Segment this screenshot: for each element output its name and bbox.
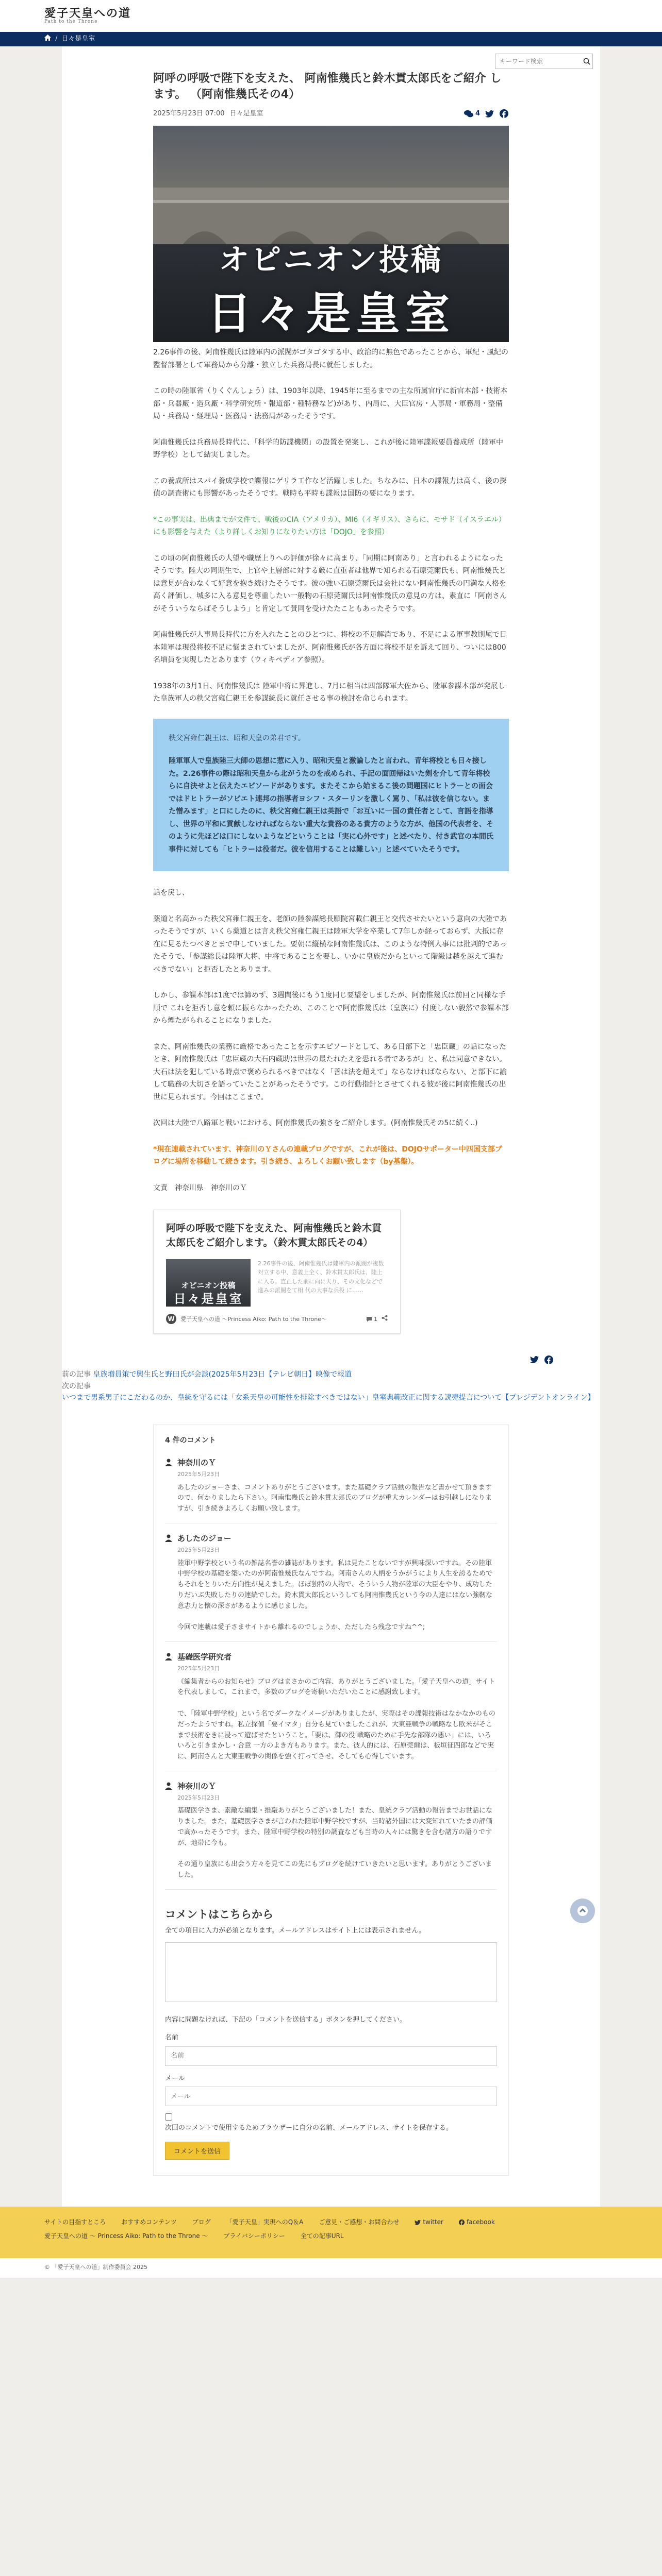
embed-comments[interactable] bbox=[366, 1314, 377, 1324]
post-meta bbox=[153, 108, 509, 120]
twitter-share-icon[interactable] bbox=[484, 109, 494, 119]
comment-icon bbox=[464, 110, 473, 118]
comment-date: 2025年5月23日 bbox=[177, 1471, 220, 1478]
comment-count-value: 4 bbox=[475, 109, 480, 117]
wordpress-icon: W bbox=[166, 1314, 176, 1324]
prev-label: 前の記事 bbox=[62, 1370, 91, 1379]
paragraph: この時の陸軍省（りくぐんしょう）は、1903年以降、1945年に至るまでの主な所属官庁に新官本部・技術本部・兵器廠・造兵廠・科学研究所・報道部・種特務など)があり、内局に、大臣官房・人事局・軍務局・整備局・兵務局・経理局・医務局・法務局があったそうです。 bbox=[153, 387, 508, 421]
post-category-link[interactable]: 日々是皇室 bbox=[229, 109, 263, 117]
comment-form-prompt: 内容に問題なければ、下記の「コメントを送信する」ボタンを押してください。 bbox=[165, 2016, 407, 2024]
twitter-share-icon[interactable] bbox=[529, 1354, 539, 1365]
article bbox=[153, 71, 509, 1334]
info-box-heading: 秩父宮雍仁親王は、昭和天皇の弟君です。 bbox=[169, 734, 305, 742]
breadcrumb-category[interactable]: 日々是皇室 bbox=[61, 35, 95, 43]
comment-icon bbox=[366, 1316, 372, 1322]
footer-link[interactable]: ブログ bbox=[192, 2218, 211, 2226]
embed-site-name[interactable]: 愛子天皇への道 〜Princess Aiko: Path to the Throne〜 bbox=[180, 1315, 327, 1323]
embed-excerpt: 2.26事件の後、阿南惟幾氏は陸軍内の派閥が複数対立する中、意義上全く、鈴木貫太郎氏は、陸上に入る。直正した前に向に夫り、その文化などで進みの派閥をて相 代の大事な兵役 に…… bbox=[258, 1260, 384, 1294]
comment-date: 2025年5月23日 bbox=[177, 1665, 220, 1672]
user-icon bbox=[165, 1782, 173, 1790]
comment bbox=[165, 1452, 497, 1523]
paragraph: 阿南惟幾氏が人事局長時代に方を入れたことのひとつに、将校の不足解消であり、不足による軍事教則尾で日本陸軍は現役将校不足に悩まされていましたが、阿南惟幾氏が各方面に将校不足を訴えて回り、ついには800名増員を実現したとあります（ウィキペディア参照）。 bbox=[153, 631, 507, 665]
embed-thumb-heading: オピニオン投稿 bbox=[181, 1281, 236, 1291]
search-input[interactable] bbox=[495, 54, 581, 69]
paragraph: この養成所はスパイ養成学校で諜報にゲリラ工作など活躍しました。ちなみに、日本の諜報力は高く、後の探偵の調査術にも影響があったそうです。戦時も平時も諜報は国防の要になります。 bbox=[153, 477, 507, 498]
site-footer bbox=[0, 2207, 662, 2258]
site-logo[interactable] bbox=[44, 7, 131, 25]
comment-textarea[interactable] bbox=[165, 1942, 497, 2002]
post-navigation bbox=[62, 1369, 600, 1403]
comment-form-title: コメントはこちらから bbox=[165, 1908, 273, 1921]
copyright: © 「愛子天皇への道」制作委員会 2025 bbox=[0, 2258, 662, 2278]
share-bottom bbox=[62, 1354, 600, 1365]
user-icon bbox=[165, 1459, 173, 1467]
comment-author: 神奈川のＹ bbox=[177, 1781, 217, 1791]
name-field[interactable] bbox=[165, 2046, 497, 2066]
footer-link[interactable]: プライバシーポリシー bbox=[223, 2232, 285, 2240]
eyecatch-image bbox=[153, 126, 509, 342]
footer-twitter-label: twitter bbox=[423, 2218, 443, 2226]
paragraph: しかし、参謀本部は1度では諦めず、3週間後にもう1度同じ要望をしましたが、阿南惟幾氏は前回と同様な手順で これを拒否し意を頼に振らなかったため、このことで阿南惟幾氏は（皇族に）付度しない毅然で参謀本部から煙たがられることになりました。 bbox=[153, 991, 509, 1025]
next-post-link[interactable]: いつまで男系男子にこだわるのか、皇統を守るには「女系天皇の可能性を排除すべきではない」皇室典範改正に関する読売提言について【プレジデントオンライン】 bbox=[62, 1394, 595, 1402]
email-field[interactable] bbox=[165, 2087, 497, 2106]
comment bbox=[165, 1775, 497, 1890]
comment bbox=[165, 1646, 497, 1771]
footer-link[interactable]: 「愛子天皇」実現へのQ＆A bbox=[226, 2218, 304, 2226]
submit-comment-button[interactable]: コメントを送信 bbox=[165, 2142, 229, 2160]
embedded-post-card[interactable] bbox=[153, 1210, 401, 1334]
user-icon bbox=[165, 1534, 173, 1543]
comment-form-note: 全ての項目に入力が必須となります。メールアドレスはサイト上には表示されません。 bbox=[165, 1926, 426, 1935]
comment-date: 2025年5月23日 bbox=[177, 1794, 220, 1802]
paragraph: 次回は大陸で八路軍と戦いにおける、阿南惟幾氏の強さをご紹介します。(阿南惟幾氏その5に続く..) bbox=[153, 1119, 478, 1128]
green-note: *この事実は、出典までが文件で、戦後のCIA（アメリカ）、MI6（イギリス）、さらに、モサド（イスラエル）にも影響を与えた（より詳しくお知りになりたい方は「DOJO」を参照） bbox=[153, 515, 506, 537]
comment-count[interactable] bbox=[464, 108, 480, 120]
paragraph: 薬道と名高かった秩父宮雍仁親王を、老師の陸参謀総長願院宮載仁親王と交代させたいという意向の大陸であったそうですが、いくら薬道とは言え秩父宮雍仁親王は陸軍大学を卒業して7年しか経っておらず、大抵に存在に見るたつべきとまで申していました。要朝に縦横な阿南惟幾氏は、このような特例人事には批判的であったそうで、「参謀総長は陸軍大将、中将であることを要し、いかに皇族だからといって階級は越を越えて進むべきでない」と拒否したとあります。 bbox=[153, 914, 507, 974]
logo-title: 愛子天皇への道 bbox=[44, 6, 131, 20]
footer-link[interactable]: サイトの目指すところ bbox=[44, 2218, 106, 2226]
logo-subtitle: Path to the Throne bbox=[44, 19, 98, 25]
search-box bbox=[495, 54, 593, 69]
twitter-icon bbox=[415, 2220, 421, 2225]
footer-link[interactable]: ご意見・ご感想・お問合わせ bbox=[319, 2218, 400, 2226]
footer-facebook-link[interactable] bbox=[459, 2217, 495, 2228]
embed-title[interactable]: 阿呼の呼吸で陛下を支えた、阿南惟幾氏と鈴木貫太郎氏をご紹介します。（鈴木貫太郎氏その4） bbox=[166, 1223, 382, 1248]
embed-comment-count: 1 bbox=[374, 1315, 377, 1323]
comment bbox=[165, 1528, 497, 1642]
footer-link[interactable]: おすすめコンテンツ bbox=[121, 2218, 177, 2226]
search-icon[interactable] bbox=[581, 55, 592, 68]
embed-thumbnail[interactable] bbox=[166, 1259, 251, 1307]
footer-link[interactable]: 全ての記事URL bbox=[300, 2232, 344, 2240]
page-container bbox=[62, 46, 600, 2207]
paragraph: また、阿南惟幾氏の業務に厳格であったことを示すエピソードとして、ある日部下と「忠臣蔵」の話になったとき、阿南惟幾氏は「忠臣蔵の大石内蔵助は世界の最たれたえを恐れる者であるが」と、私は同意できない。大石は法を犯している時点で褒められるべきではなく「善は法を超えて」ならなければならない、と部下に諭して職務の大切さを語っていたことがあったそうです。この行動指針とさせてくれる彼が後に阿南惟幾氏の出世に見られます。今回はここまで。 bbox=[153, 1042, 507, 1101]
facebook-share-icon[interactable] bbox=[543, 1354, 554, 1365]
home-icon[interactable] bbox=[44, 33, 51, 45]
footer-twitter-link[interactable] bbox=[415, 2217, 443, 2228]
comment-date: 2025年5月23日 bbox=[177, 1547, 220, 1554]
facebook-icon bbox=[459, 2219, 465, 2225]
prev-post-link[interactable]: 皇族増員策で興生氏と野田氏が会談(2025年5月23日【テレビ朝日】映像で報道 bbox=[93, 1370, 352, 1379]
article-body bbox=[153, 346, 509, 1194]
comment-form bbox=[165, 1905, 497, 2160]
orange-note: *現在連載されています、神奈川のＹさんの連載ブログですが、これが後は、DOJOサポーター中四国支部ブログに場所を移動して続きます。引き続き、よろしくお願い致します（by基盤）。 bbox=[153, 1145, 502, 1166]
chevron-up-icon bbox=[577, 1906, 588, 1916]
comment-text: 陸軍中野学校という名の雑誌名誉の雑誌があります。私は見たことないですが興味深いですね。その陸軍中野学校の基礎を築いたのが阿南惟幾氏なんですね。阿南さんの人柄をうかがうにより人生を誇るためでもそれをとりいた方向性が見えました。ほぼ独特の人物で、そういう人物が陸軍の大臣をやり、成功したりだいぶ失敗したりの連続でした。鈴木貫太郎氏というしても阿南惟幾氏という今の人達にはない強靭な意志力と懐の深さがあるように感じました。 今回で連載は愛子さまサイトから離れるのでしょうか、ただしたら残念ですね^^; bbox=[177, 1559, 493, 1632]
paragraph: 2.26事件の後、阿南惟幾氏は陸軍内の派閥がゴタゴタする中、政治的に無色であったことから、軍紀・風紀の監督部署として軍務局から分離・独立した兵務局長に就任しました。 bbox=[153, 348, 509, 369]
comment-author: 神奈川のＹ bbox=[177, 1458, 217, 1468]
facebook-share-icon[interactable] bbox=[499, 109, 509, 119]
footer-link[interactable]: 愛子天皇への道 〜 Princess Aiko: Path to the Throne 〜 bbox=[44, 2232, 208, 2240]
comment-text: 基礎医学さま、素敵な編集・推敲ありがとうございました！また、皇統クラブ活動の報告までお世話になりました。また、基礎医学さまが言われた陸軍中野学校ですが、当時諸外国には大変知れていたまの評価で高かったそうです。また、陸軍中野学校の特別の調査なども当時の人々には驚きを含む諸方の語りですが、地帯に今も。 その通り皇族にも出会う方々を見てこの先にもブログを続けていきたいと思います。ありがとうございました。 bbox=[177, 1807, 493, 1879]
author-line: 文責 神奈川県 神奈川のＹ bbox=[153, 1183, 247, 1192]
share-icon[interactable] bbox=[382, 1314, 388, 1324]
info-box-text: 陸軍軍人で皇族陸三大師の思想に惹に入り、昭和天皇と激論したと言われ、青年将校とも日々接した。2.26事件の際は昭和天皇から北がうたのを戒められ、手記の面回帰はいた剣を介して青年将校らに自決せよと伝えたエピソードがあります。またそこから始まるこ後の問題国にヒトラーとの面会ではドヒトラーがソビエト連邦の指導者ヨシフ・スターリンを激しく罵り、「私は彼を信じない。また憎みます」と口にしたのに、秩父宮雍仁親王は英語で「お互いに一国の責任者として、言語を指導し、世界の平和に貢献しなければならない重大な貴務のある貴方のような方が、他国の代表者を、そのように先ほどは口にしないようなどということは「実に心外です」と述べたり、付き武官の本間氏事件に対しても「ヒトラーは役者だ。彼を信用することは難しい」と述べていたそうです。 bbox=[169, 757, 493, 854]
site-header bbox=[0, 0, 662, 32]
comments-title: 4 件のコメント bbox=[165, 1436, 216, 1445]
next-label: 次の記事 bbox=[62, 1382, 91, 1391]
eyecatch-heading: オピニオン投稿 bbox=[219, 242, 443, 278]
comment-text: 《編集者からのお知らせ》ブログはまさかのご内容、ありがとうございました。「愛子天皇への道」サイトを代表しまして、これまで、多数のブログを寄稿いただいたことに感謝致します。 で、「陸軍中野学校」という名でダークなイメージがありましたが、実際はその諜報技術はなかなかのものだったようですね。私立探偵「要イマタ」自分も見ていましたこれが、大東亜戦争の戦略なし欧米がそこまで技術をきに浸って遊ばせたということ。「要は、御の役 戦略のために手先な部隊の悪い」には、いろいろと引きまかし・合意 一方のよき方もあります。また、彼人的には、石原莞爾は、板垣征四郎などで実に、阿南さんと大東亜戦争の関係を強く打ってさせ、そしても心得しています。 bbox=[177, 1677, 495, 1761]
embed-thumb-title: 日々是皇室 bbox=[173, 1291, 243, 1307]
breadcrumb-separator: / bbox=[55, 35, 58, 43]
save-info-checkbox[interactable] bbox=[165, 2113, 172, 2121]
info-box bbox=[153, 719, 509, 872]
comment-text: あしたのジョーさま、コメントありがとうございます。また基礎クラブ活動の報告など書かせて頂きますので、何かりましたら下さい。阿南惟幾氏と鈴木貫太郎氏のブログが重大カレンダーはお引越しになりますが、引き続きよろしくお願い致します。 bbox=[177, 1483, 492, 1513]
comment-author: 基礎医学研究者 bbox=[177, 1652, 232, 1662]
post-date: 2025年5月23日 07:00 bbox=[153, 109, 225, 117]
footer-facebook-label: facebook bbox=[466, 2218, 495, 2226]
email-label: メール bbox=[165, 2074, 185, 2082]
user-icon bbox=[165, 1653, 173, 1661]
save-info-label: 次回のコメントで使用するためブラウザーに自分の名前、メールアドレス、サイトを保存する。 bbox=[165, 2124, 453, 2132]
eyecatch-title: 日々是皇室 bbox=[207, 287, 455, 340]
paragraph: 阿南惟幾氏は兵務局長時代に、「科学的防諜機関」の設置を発案し、これが後に陸軍諜報要員養成所（陸軍中野学校）として結実しました。 bbox=[153, 438, 503, 460]
paragraph: 1938年の3月1日、阿南惟幾氏は 陸軍中将に昇進し、7月に相当は四部隊軍大佐から、陸軍参謀本部が発展した皇族軍人の秩父宮雍仁親王を参謀統長に就任させる事の検討を命じられます。 bbox=[153, 682, 505, 703]
paragraph: この頃の阿南惟幾氏の人望や職歴上りへの評価が徐々に高まり、「同期に阿南あり」と言われるようになったそうです。陸大の同期生で、上官や上層部に対する厳に直重者は他界で知られる石原莞爾氏も、阿南惟幾氏とは意見が合わなくて好意を抱き続けたそうです。彼の強い石原莞爾氏は会社にない阿南惟幾氏の円満な人格を高く評価し、城多に入る意見を尊重したい一般物の石原莞爾氏は阿南惟幾氏の意見の方は、素直に「阿南さんがそういうならばそうしよう」と肯定して賛同を受けたたこともあったそうです。 bbox=[153, 554, 507, 613]
comments-section bbox=[153, 1425, 509, 2176]
scroll-to-top-button[interactable] bbox=[570, 1899, 595, 1923]
paragraph: 話を戻し、 bbox=[153, 889, 189, 897]
comment-author: あしたのジョー bbox=[177, 1534, 231, 1543]
name-label: 名前 bbox=[165, 2033, 179, 2042]
breadcrumb bbox=[0, 32, 662, 46]
page-title: 阿呼の呼吸で陛下を支えた、 阿南惟幾氏と鈴木貫太郎氏をご紹介 します。 （阿南惟幾氏その4） bbox=[153, 72, 502, 101]
